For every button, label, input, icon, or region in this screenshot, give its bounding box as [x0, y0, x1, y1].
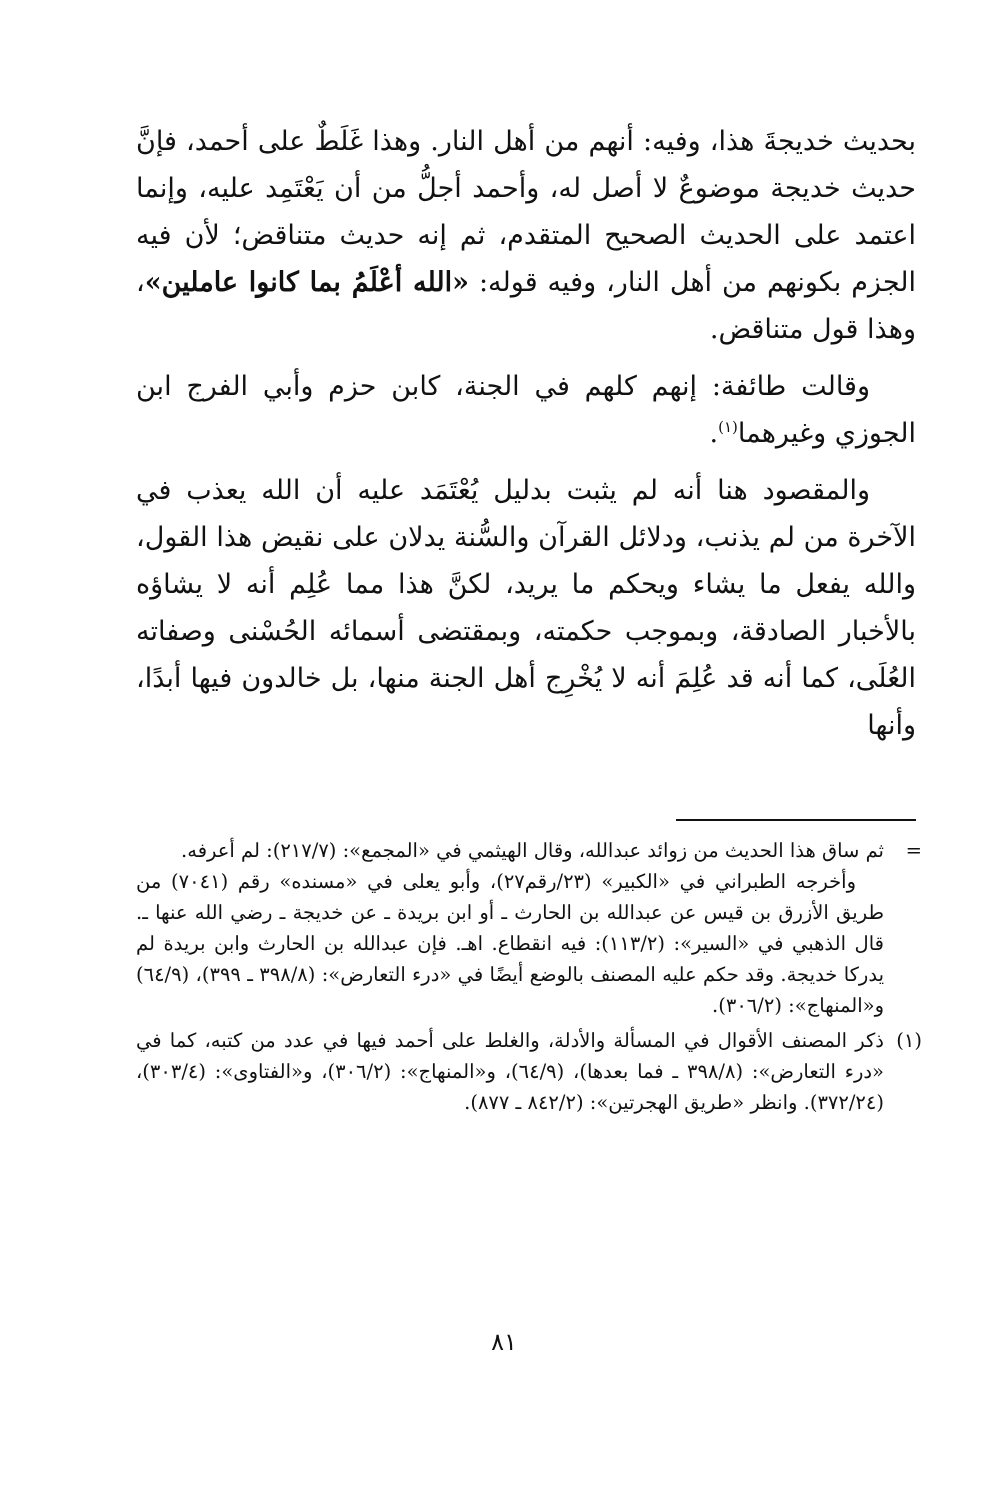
footnote-separator	[676, 819, 916, 821]
page-number: ٨١	[491, 1328, 517, 1356]
footnote-1-text: ذكر المصنف الأقوال في المسألة والأدلة، والغلط على أحمد فيها في عدد من كتبه، كما في «درء التعارض»: (٣٩٨/٨ ـ فما بعدها)، (٦٤/٩)، و«المنهاج»: (٣٠٦/٢)، و«الفتاوى»: (٣٠٣/٤)، (٣٧٢/٢٤). وانظر «طريق الهجرتين»: (٨٤٢/٢ ـ ٨٧٧).	[136, 1029, 884, 1114]
footnote-ref-1[interactable]: (١)	[718, 418, 738, 436]
main-text	[136, 118, 916, 749]
paragraph-2	[136, 363, 916, 457]
paragraph-1-text: بحديث خديجةَ هذا، وفيه: أنهم من أهل النار. وهذا غَلَطٌ على أحمد، فإنَّ حديث خديجة موضوعٌ لا أصل له، وأحمد أجلُّ من أن يَعْتَمِد عليه، وإنما اعتمد على الحديث الصحيح المتقدم، ثم إنه حديث متناقض؛ لأن فيه الجزم بكونهم من أهل النار، وفيه قوله:	[136, 126, 916, 298]
footnote-continued-line2: وأخرجه الطبراني في «الكبير» (٢٣/رقم٢٧)، وأبو يعلى في «مسنده» رقم (٧٠٤١) من طريق الأزرق بن قيس عن عبدالله بن الحارث ـ أو ابن بريدة ـ عن خديجة ـ رضي الله عنها ـ. قال الذهبي في «السير»: (١١٣/٢): فيه انقطاع. اهـ. فإن عبدالله بن الحارث وابن بريدة لم يدركا خديجة. وقد حكم عليه المصنف بالوضع أيضًا في «درء التعارض»: (٣٩٨/٨ ـ ٣٩٩)، (٦٤/٩) و«المنهاج»: (٣٠٦/٢).	[136, 870, 884, 1017]
footnotes	[136, 835, 922, 1118]
paragraph-1	[136, 118, 916, 353]
paragraph-2-text: وقالت طائفة: إنهم كلهم في الجنة، كابن حزم وأبي الفرج ابن الجوزي وغيرهما	[136, 371, 916, 449]
quoted-hadith: «الله أعْلَمُ بما كانوا عاملين»	[144, 267, 470, 298]
paragraph-3	[136, 467, 916, 749]
paragraph-1-end: ، وهذا قول متناقض.	[136, 267, 916, 345]
paragraph-2-end: .	[709, 418, 719, 449]
footnote-1	[136, 1025, 922, 1118]
footnote-1-marker: (١)	[896, 1029, 922, 1052]
paragraph-3-text: والمقصود هنا أنه لم يثبت بدليل يُعْتَمَد عليه أن الله يعذب في الآخرة من لم يذنب، ودلائل القرآن والسُّنة يدلان على نقيض هذا القول، والله يفعل ما يشاء ويحكم ما يريد، لكنَّ هذا مما عُلِم أنه لا يشاؤه بالأخبار الصادقة، وبموجب حكمته، وبمقتضى أسمائه الحُسْنى وصفاته العُلَى، كما أنه قد عُلِمَ أنه لا يُخْرِج أهل الجنة منها، بل خالدون فيها أبدًا، وأنها	[136, 475, 916, 741]
footnote-continued-line1: ثم ساق هذا الحديث من زوائد عبدالله، وقال الهيثمي في «المجمع»: (٢١٧/٧): لم أعرفه.	[181, 839, 884, 862]
continuation-marker: =	[905, 839, 922, 862]
footnote-continued	[136, 835, 922, 1021]
